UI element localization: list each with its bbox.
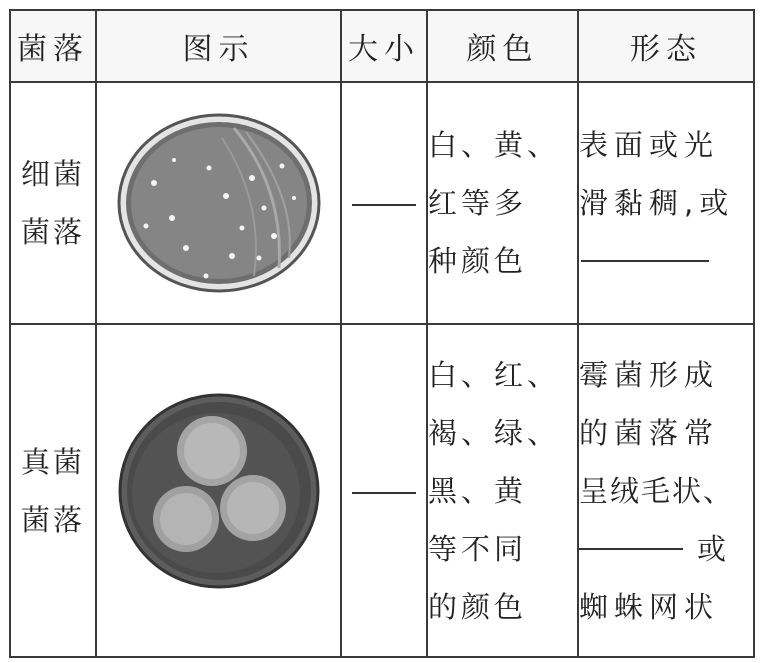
fungi-illustration <box>96 324 341 657</box>
answer-blank-line <box>352 492 416 494</box>
fungi-row <box>10 324 754 657</box>
shape-line: 或 <box>697 531 733 566</box>
category-line: 菌落 <box>20 215 85 249</box>
header-row <box>10 10 754 82</box>
bacteria-row <box>10 82 754 324</box>
color-line: 黑、黄 <box>428 473 528 508</box>
fungi-category <box>10 324 96 657</box>
shape-line: 的菌落常 <box>579 415 720 450</box>
bacteria-illustration <box>96 82 341 324</box>
shape-line: 蜘蛛网状 <box>579 589 720 624</box>
bacteria-shape <box>578 82 754 324</box>
answer-blank-line <box>352 204 416 206</box>
bacteria-size-blank <box>341 82 427 324</box>
header-size: 大小 <box>341 10 427 82</box>
fungi-color <box>427 324 578 657</box>
header-color: 颜色 <box>427 10 578 82</box>
bacteria-color <box>427 82 578 324</box>
shape-line: 滑黏稠,或 <box>579 186 735 220</box>
color-line: 白、红、 <box>428 357 561 392</box>
header-illustration: 图示 <box>96 10 341 82</box>
shape-line: 表面或光 <box>579 128 720 162</box>
category-line: 细菌 <box>20 157 85 191</box>
answer-blank-line <box>581 260 709 262</box>
color-line: 种颜色 <box>428 244 528 278</box>
category-line: 菌落 <box>20 502 85 537</box>
color-line: 的颜色 <box>428 589 528 624</box>
color-line: 白、黄、 <box>428 128 561 162</box>
shape-line: 霉菌形成 <box>579 357 720 392</box>
header-colony: 菌落 <box>10 10 96 82</box>
fungi-shape <box>578 324 754 657</box>
fungi-size-blank <box>341 324 427 657</box>
category-line: 真菌 <box>20 444 85 479</box>
color-line: 等不同 <box>428 531 528 566</box>
fungi-petri-dish-image <box>116 391 322 591</box>
bacteria-category <box>10 82 96 324</box>
shape-line: 呈绒毛状、 <box>579 473 735 508</box>
color-line: 红等多 <box>428 186 528 220</box>
answer-blank-line <box>579 548 683 550</box>
bacteria-fungi-colony-table <box>9 9 755 658</box>
color-line: 褐、绿、 <box>428 415 561 450</box>
header-shape: 形态 <box>578 10 754 82</box>
bacteria-petri-dish-image <box>114 108 324 298</box>
